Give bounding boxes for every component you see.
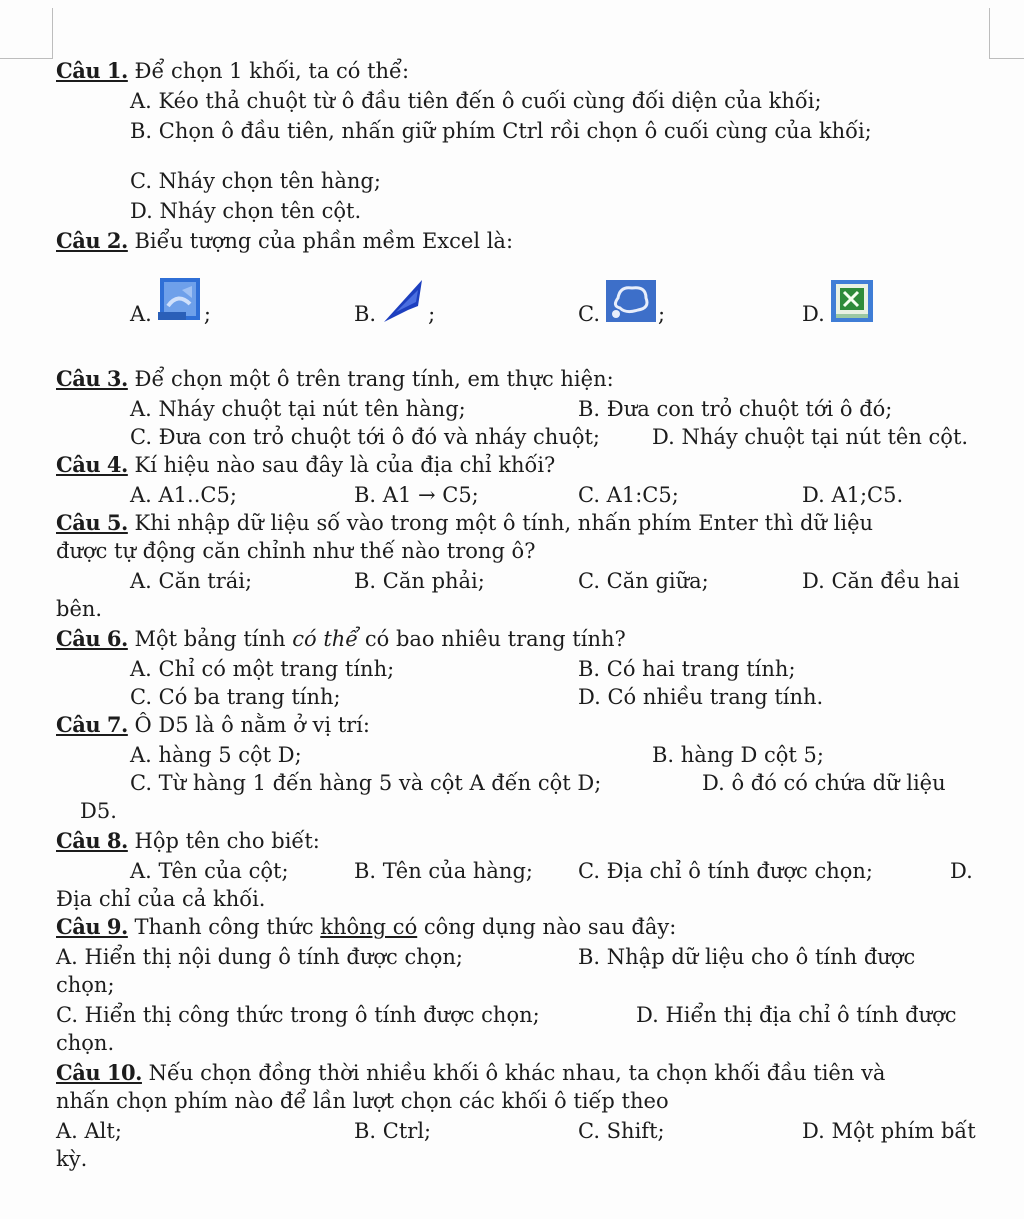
q6-option-d: D. Có nhiều trang tính. [578, 685, 824, 709]
q8-option-d-continued: Địa chỉ của cả khối. [56, 887, 266, 911]
question-text: Nếu chọn đồng thời nhiều khối ô khác nhau, ta chọn khối đầu tiên và [141, 1061, 886, 1085]
q8-option-b: B. Tên của hàng; [354, 859, 533, 883]
question-text: Kí hiệu nào sau đây là của địa chỉ khối? [127, 453, 556, 477]
paint-icon [378, 276, 428, 326]
q5-option-d-continued: bên. [56, 597, 103, 621]
q2-option-d [802, 276, 877, 326]
question-text: Biểu tượng của phần mềm Excel là: [127, 229, 514, 253]
option-letter: D. [802, 302, 825, 326]
q10-option-a: A. Alt; [56, 1119, 122, 1143]
question-7 [56, 712, 370, 738]
question-text: Một bảng tính [127, 627, 293, 651]
q7-option-d-continued: D5. [80, 799, 117, 823]
q1-option-b: B. Chọn ô đầu tiên, nhấn giữ phím Ctrl rồi chọn ô cuối cùng của khối; [130, 119, 872, 143]
option-letter: C. [578, 302, 600, 326]
question-9 [56, 914, 676, 940]
q7-option-d: D. ô đó có chứa dữ liệu [702, 771, 946, 795]
question-4 [56, 452, 555, 478]
question-label: Câu 5. [56, 510, 128, 535]
q9-option-d-continued: chọn. [56, 1031, 115, 1055]
q4-option-a: A. A1..C5; [130, 483, 237, 507]
corner-mark-top-left [0, 8, 53, 59]
question-text: Hộp tên cho biết: [127, 829, 320, 853]
question-label: Câu 8. [56, 828, 128, 853]
question-10-continued: nhấn chọn phím nào để lần lượt chọn các khối ô tiếp theo [56, 1089, 669, 1113]
q10-option-c: C. Shift; [578, 1119, 665, 1143]
question-5-continued: được tự động căn chỉnh như thế nào trong ô? [56, 539, 536, 563]
question-1 [56, 58, 409, 84]
question-text: Thanh công thức [127, 915, 321, 939]
q8-option-a: A. Tên của cột; [130, 859, 289, 883]
question-6 [56, 626, 626, 652]
q9-option-d: D. Hiển thị địa chỉ ô tính được [636, 1003, 957, 1027]
q3-option-b: B. Đưa con trỏ chuột tới ô đó; [578, 397, 893, 421]
separator: ; [428, 302, 436, 326]
q4-option-d: D. A1;C5. [802, 483, 904, 507]
question-label: Câu 1. [56, 58, 128, 83]
question-8 [56, 828, 320, 854]
q9-option-c: C. Hiển thị công thức trong ô tính được chọn; [56, 1003, 540, 1027]
q9-option-b-continued: chọn; [56, 973, 115, 997]
separator: ; [203, 302, 211, 326]
q2-option-c [578, 276, 665, 326]
question-10 [56, 1060, 885, 1086]
q3-option-c: C. Đưa con trỏ chuột tới ô đó và nháy chuột; [130, 425, 600, 449]
corner-mark-top-right [989, 8, 1024, 59]
question-text-end: công dụng nào sau đây: [417, 915, 677, 939]
q5-option-c: C. Căn giữa; [578, 569, 709, 593]
question-text: Để chọn một ô trên trang tính, em thực hiện: [127, 367, 614, 391]
q2-option-b [354, 276, 435, 326]
q6-option-a: A. Chỉ có một trang tính; [130, 657, 395, 681]
question-text-italic: có thể [292, 627, 359, 651]
q4-option-b: B. A1 → C5; [354, 483, 479, 507]
separator: ; [658, 302, 666, 326]
q10-option-d: D. Một phím bất [802, 1119, 976, 1143]
question-5 [56, 510, 873, 536]
q8-option-d: D. [950, 859, 973, 883]
q9-option-b: B. Nhập dữ liệu cho ô tính được [578, 945, 916, 969]
word-icon [154, 276, 204, 326]
question-3 [56, 366, 614, 392]
question-text: Để chọn 1 khối, ta có thể: [127, 59, 410, 83]
q7-option-b: B. hàng D cột 5; [652, 743, 824, 767]
option-letter: A. [130, 302, 152, 326]
question-label: Câu 2. [56, 228, 128, 253]
question-label: Câu 6. [56, 626, 128, 651]
question-label: Câu 4. [56, 452, 128, 477]
q10-option-b: B. Ctrl; [354, 1119, 432, 1143]
q9-option-a: A. Hiển thị nội dung ô tính được chọn; [56, 945, 463, 969]
question-label: Câu 10. [56, 1060, 142, 1085]
q2-option-a [130, 276, 211, 326]
network-icon [602, 276, 658, 326]
q5-option-a: A. Căn trái; [130, 569, 253, 593]
q10-option-d-continued: kỳ. [56, 1147, 88, 1171]
q1-option-a: A. Kéo thả chuột từ ô đầu tiên đến ô cuối cùng đối diện của khối; [130, 89, 822, 113]
q6-option-c: C. Có ba trang tính; [130, 685, 341, 709]
q5-option-b: B. Căn phải; [354, 569, 485, 593]
q7-option-c: C. Từ hàng 1 đến hàng 5 và cột A đến cột D; [130, 771, 602, 795]
q6-option-b: B. Có hai trang tính; [578, 657, 796, 681]
q4-option-c: C. A1:C5; [578, 483, 679, 507]
question-label: Câu 9. [56, 914, 128, 939]
question-text: Ô D5 là ô nằm ở vị trí: [127, 713, 370, 737]
option-letter: B. [354, 302, 377, 326]
q7-option-a: A. hàng 5 cột D; [130, 743, 302, 767]
question-text-end: có bao nhiêu trang tính? [358, 627, 626, 651]
q3-option-d: D. Nháy chuột tại nút tên cột. [652, 425, 969, 449]
question-2 [56, 228, 513, 254]
q1-option-c: C. Nháy chọn tên hàng; [130, 169, 381, 193]
excel-icon [827, 276, 877, 326]
q2-icon-options [0, 268, 1024, 338]
question-label: Câu 3. [56, 366, 128, 391]
q8-option-c: C. Địa chỉ ô tính được chọn; [578, 859, 873, 883]
question-label: Câu 7. [56, 712, 128, 737]
q5-option-d: D. Căn đều hai [802, 569, 960, 593]
q3-option-a: A. Nháy chuột tại nút tên hàng; [130, 397, 466, 421]
q1-option-d: D. Nháy chọn tên cột. [130, 199, 362, 223]
question-text-underlined: không có [320, 915, 418, 939]
question-text: Khi nhập dữ liệu số vào trong một ô tính, nhấn phím Enter thì dữ liệu [127, 511, 874, 535]
